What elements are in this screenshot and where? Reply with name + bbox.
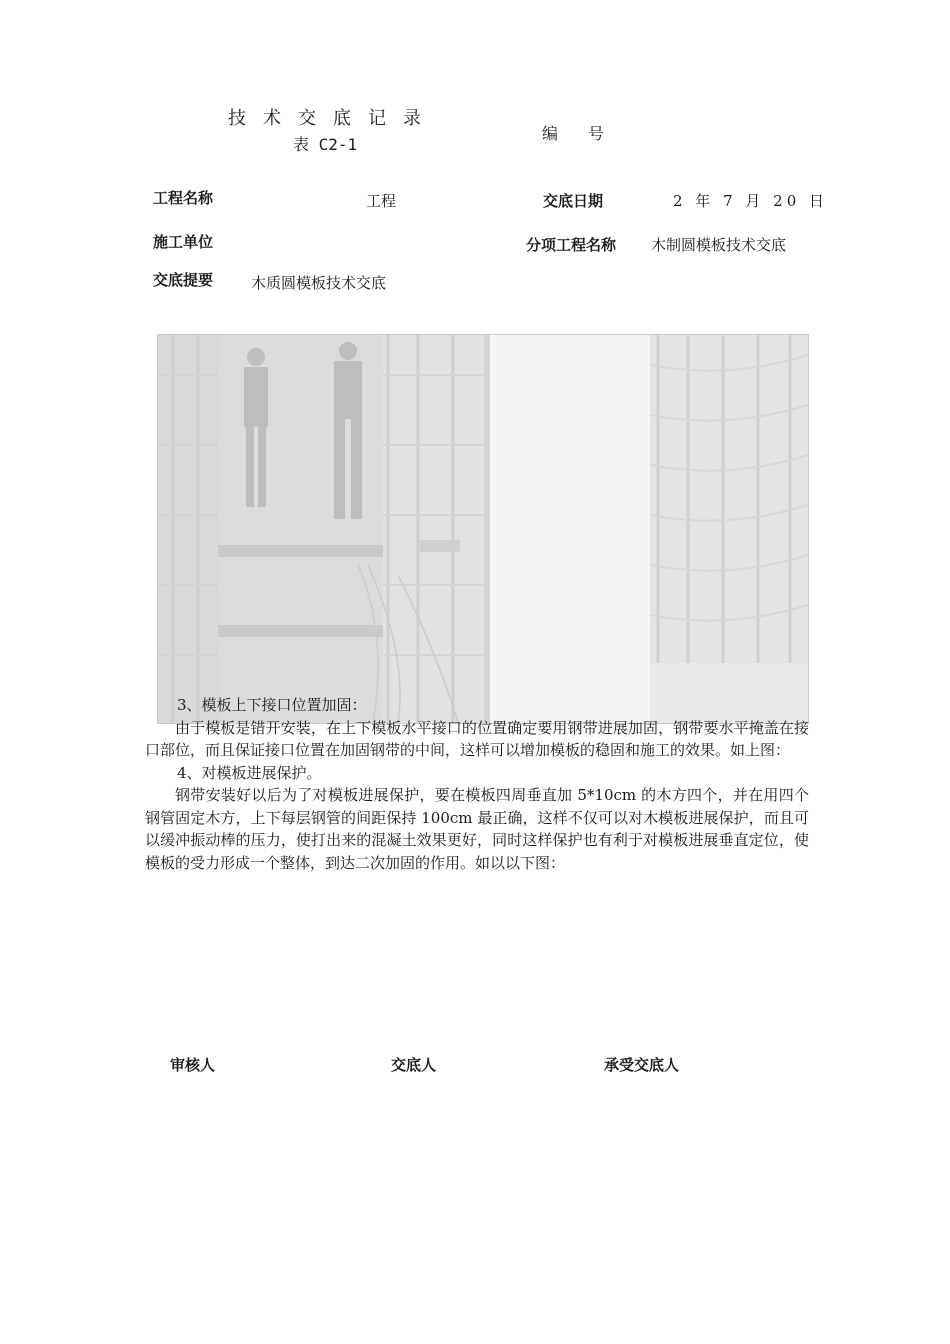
document-title: 技术交底记录 — [228, 108, 438, 129]
construction-photo-art — [158, 335, 808, 723]
date-label: 交底日期 — [543, 192, 604, 210]
reviewer-label: 审核人 — [170, 1056, 216, 1074]
section-3-heading: 3、模板上下接口位置加固： — [177, 696, 367, 714]
project-name-value: 工程 — [366, 192, 397, 210]
presenter-label: 交底人 — [391, 1056, 437, 1074]
section-3-paragraph: 由于模板是错开安装，在上下模板水平接口的位置确定要用钢带进展加固，钢带要水平掩盖在接口部位，而且保证接口位置在加固钢带的中间，这样可以增加模板的稳固和施工的效果。如上图： — [145, 718, 809, 759]
subproject-value: 木制圆模板技术交底 — [651, 236, 787, 254]
number-label: 编号 — [542, 124, 635, 143]
subproject-label: 分项工程名称 — [526, 236, 617, 254]
body-text — [145, 694, 809, 874]
section-4-heading: 4、对模板进展保护。 — [177, 763, 322, 782]
summary-label: 交底提要 — [153, 271, 214, 289]
summary-value: 木质圆模板技术交底 — [251, 274, 387, 292]
project-name-label: 工程名称 — [153, 189, 214, 207]
section-4-paragraph: 钢带安装好以后为了对模板进展保护，要在模板四周垂直加 5*10cm 的木方四个，并在用四个钢管固定木方，上下每层钢管的间距保持 100cm 最正确，这样不仅可以对木模板进展保护，而且可以缓冲振动棒的压力，使打出来的混凝土效果更好，同时这样保护也有利于对模板进展垂直定位，使模板的受力形成一个整体，到达二次加固的作用。如以以下图： — [145, 786, 809, 872]
date-value: 2 年 7 月 20 日 — [673, 192, 829, 210]
receiver-label: 承受交底人 — [604, 1056, 680, 1074]
construction-photo — [157, 334, 809, 724]
contractor-label: 施工单位 — [153, 233, 214, 251]
form-number: 表 C2-1 — [293, 135, 358, 154]
